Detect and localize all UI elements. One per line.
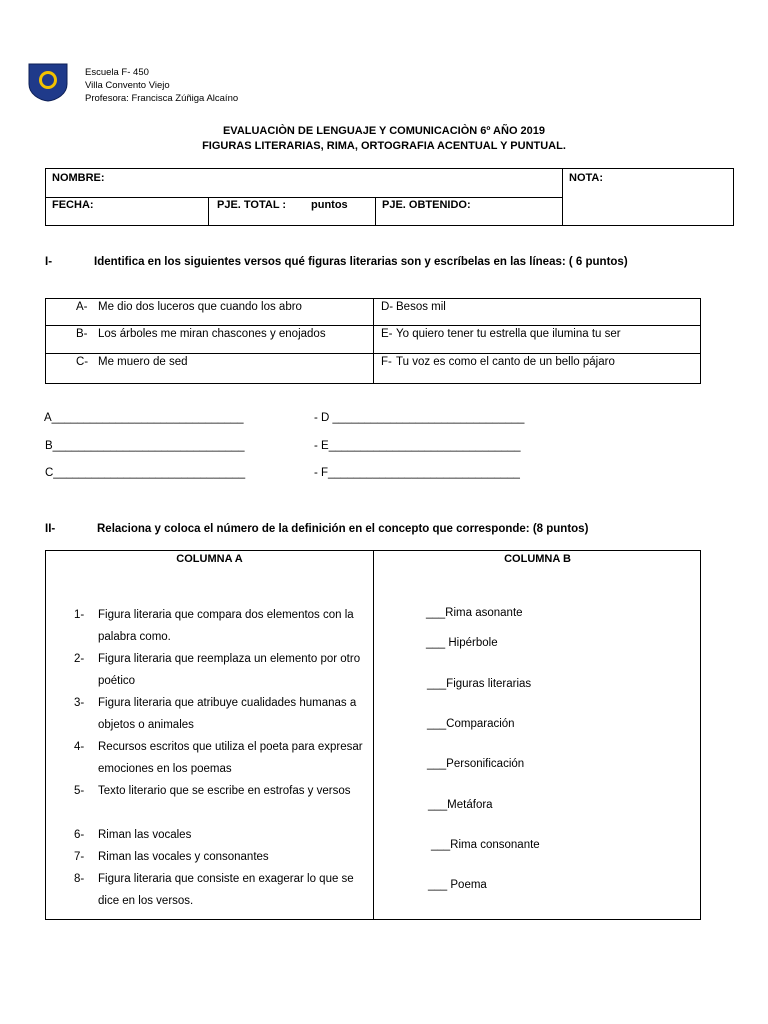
- item-text: Figura literaria que reemplaza un elemento por otro poético: [98, 653, 361, 687]
- verse-f-label: F-: [381, 356, 392, 368]
- item-number: 7-: [74, 851, 85, 863]
- teacher-name: Profesora: Francisca Zúñiga Alcaíno: [85, 93, 239, 104]
- pje-obtenido-field[interactable]: PJE. OBTENIDO:: [382, 199, 471, 211]
- column-b-item[interactable]: ___Rima asonante: [426, 607, 523, 619]
- school-location: Villa Convento Viejo: [85, 80, 170, 91]
- section2-instruction: Relaciona y coloca el número de la definición en el concepto que corresponde: (8 puntos): [97, 523, 589, 535]
- item-text: Riman las vocales: [98, 829, 192, 841]
- verse-c-text: Me muero de sed: [98, 356, 188, 368]
- answer-line-e[interactable]: - E______________________________: [314, 440, 521, 452]
- verse-b-label: B-: [76, 328, 88, 340]
- answer-line-c[interactable]: C______________________________: [45, 467, 246, 479]
- item-number: 2-: [74, 653, 85, 665]
- verse-e-text: Yo quiero tener tu estrella que ilumina tu ser: [396, 328, 621, 340]
- column-b-item[interactable]: ___Figuras literarias: [427, 678, 532, 690]
- column-b-header: COLUMNA B: [504, 553, 571, 565]
- school-name: Escuela F- 450: [85, 67, 149, 78]
- column-b-item[interactable]: ___Personificación: [427, 758, 525, 770]
- section1-instruction: Identifica en los siguientes versos qué figuras literarias son y escríbelas en las líneas: ( 6 puntos): [94, 256, 628, 268]
- item-number: 4-: [74, 741, 85, 753]
- school-info: [85, 66, 238, 105]
- fecha-field[interactable]: FECHA:: [52, 199, 94, 211]
- column-b-item[interactable]: ___Comparación: [427, 718, 515, 730]
- item-text: Texto literario que se escribe en estrofas y versos: [98, 785, 351, 797]
- column-b-item[interactable]: ___ Poema: [428, 879, 487, 891]
- verse-a-text: Me dio dos luceros que cuando los abro: [98, 301, 302, 313]
- answer-line-f[interactable]: - F______________________________: [314, 467, 520, 479]
- pje-total-label: PJE. TOTAL :: [217, 199, 287, 211]
- exam-subtitle: FIGURAS LITERARIAS, RIMA, ORTOGRAFIA ACENTUAL Y PUNTUAL.: [202, 140, 566, 152]
- column-a-header: COLUMNA A: [176, 553, 243, 565]
- verse-f-text: Tu voz es como el canto de un bello pájaro: [396, 356, 615, 368]
- answer-line-d[interactable]: - D ______________________________: [314, 412, 525, 424]
- item-number: 5-: [74, 785, 85, 797]
- puntos-label: puntos: [311, 199, 348, 211]
- column-b-item[interactable]: ___ Hipérbole: [426, 637, 498, 649]
- section2-number: II-: [45, 523, 56, 535]
- section1-number: I-: [45, 256, 53, 268]
- school-logo: [27, 62, 69, 102]
- item-text: Figura literaria que compara dos elementos con la palabra como.: [98, 609, 354, 643]
- nota-field[interactable]: NOTA:: [569, 172, 604, 184]
- nombre-field[interactable]: NOMBRE:: [52, 172, 105, 184]
- verse-d-label: D-: [381, 301, 394, 313]
- student-info-box: [45, 168, 734, 226]
- item-text: Figura literaria que atribuye cualidades humanas a objetos o animales: [98, 697, 357, 731]
- exam-title: EVALUACIÒN DE LENGUAJE Y COMUNICACIÒN 6º AÑO 2019: [222, 125, 546, 137]
- answer-line-b[interactable]: B______________________________: [45, 440, 245, 452]
- item-text: Recursos escritos que utiliza el poeta para expresar emociones en los poemas: [98, 741, 363, 775]
- verse-c-label: C-: [76, 356, 89, 368]
- verse-b-text: Los árboles me miran chascones y enojados: [98, 328, 326, 340]
- item-number: 6-: [74, 829, 85, 841]
- item-text: Riman las vocales y consonantes: [98, 851, 269, 863]
- item-text: Figura literaria que consiste en exagerar lo que se dice en los versos.: [98, 873, 354, 907]
- item-number: 3-: [74, 697, 85, 709]
- verse-d-text: Besos mil: [396, 301, 446, 313]
- verses-table: [45, 298, 701, 384]
- column-b-item[interactable]: ___Rima consonante: [431, 839, 540, 851]
- column-b-item[interactable]: ___Metáfora: [428, 799, 493, 811]
- verse-e-label: E-: [381, 328, 393, 340]
- matching-table: [45, 550, 701, 920]
- verse-a-label: A-: [76, 301, 88, 313]
- answer-line-a[interactable]: A______________________________: [44, 412, 244, 424]
- item-number: 8-: [74, 873, 85, 885]
- item-number: 1-: [74, 609, 85, 621]
